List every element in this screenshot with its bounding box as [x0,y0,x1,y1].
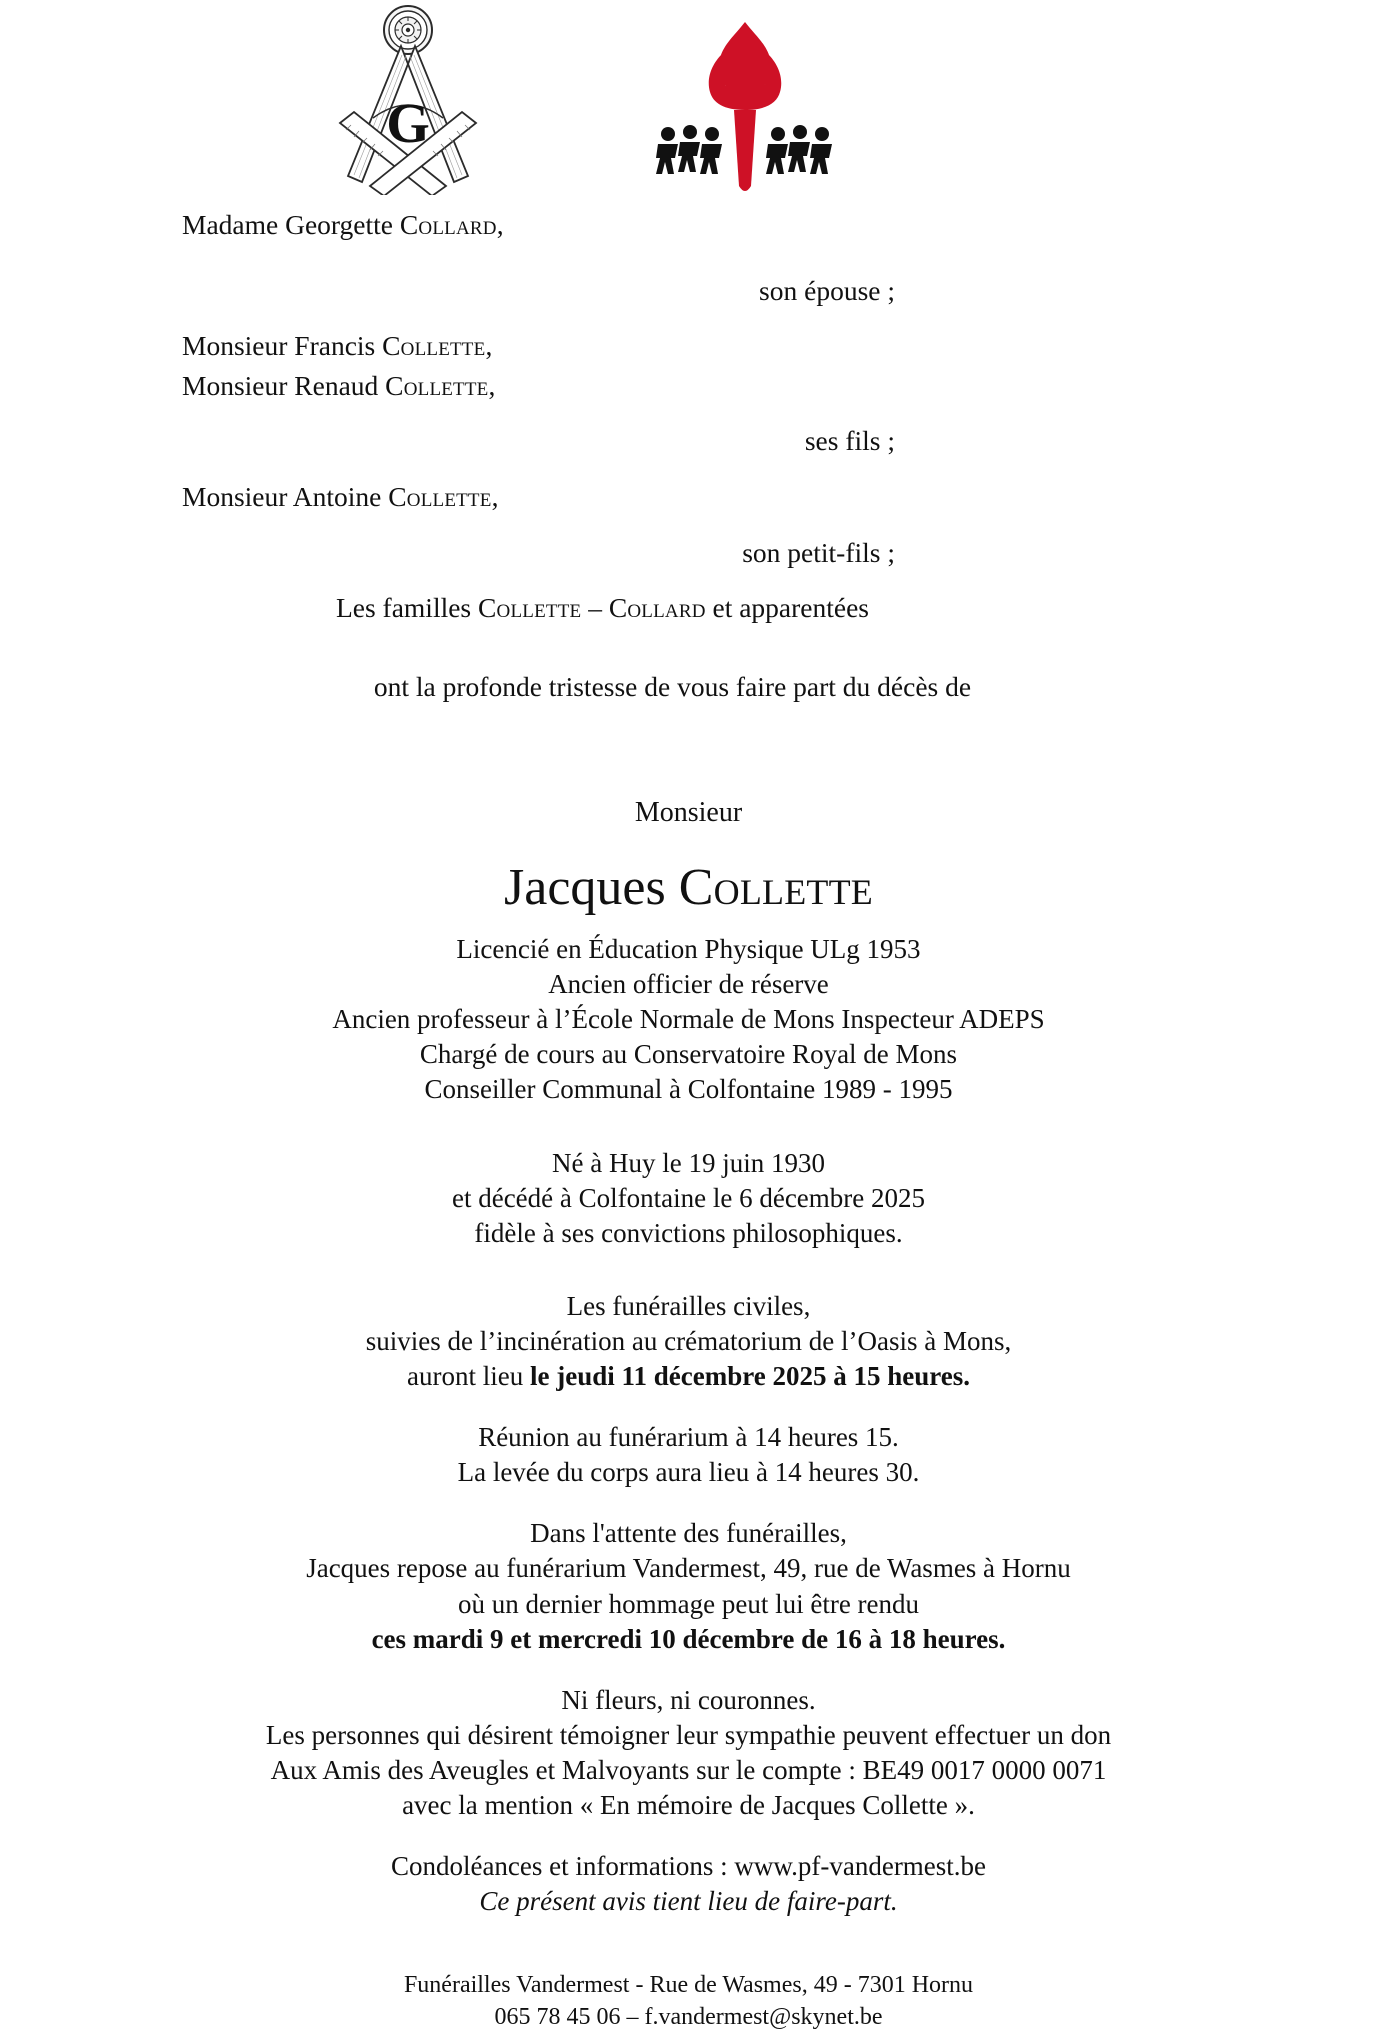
credential-line: Ancien officier de réserve [548,969,829,1000]
closing-block [0,1849,1377,1919]
red-torch-with-figures-icon [650,18,840,198]
birth-death-block [0,1146,1377,1251]
announcement-line: ont la profonde tristesse de vous faire part du décès de [373,671,972,703]
family-line-spouse [0,205,1315,245]
deceased-surname: Collette [678,858,873,916]
grandson-name-prefix: Monsieur Antoine [182,480,389,512]
families-suffix: et apparentées [705,592,870,624]
repose-block [0,1516,1377,1656]
families-line [0,588,1315,628]
credential-line: Ancien professeur à l’École Normale de Mons Inspecteur ADEPS [332,1004,1045,1035]
footer-block [0,1969,1377,2033]
deceased-block [0,797,1377,1251]
families-dash: – [581,592,609,624]
relation-grandson: son petit-fils ; [742,536,895,568]
donation-block [0,1683,1377,1823]
conviction-line: fidèle à ses convictions philosophiques. [474,1217,903,1248]
credential-line: Chargé de cours au Conservatoire Royal de Mons [419,1039,958,1070]
funeral-home-address: Funérailles Vandermest - Rue de Wasmes, 49 - 7301 Hornu [403,1972,974,1999]
son1-name-prefix: Monsieur Francis [182,330,383,362]
funeral-datetime-line [0,1359,1377,1394]
son1-surname: Collette [382,330,486,362]
grandson-surname: Collette [388,480,492,512]
family-line-son-2 [0,366,1315,406]
donation-intro-line: Les personnes qui désirent témoigner leur sympathie peuvent effectuer un don [265,1719,1112,1750]
funeral-home-contact: 065 78 45 06 – f.vandermest@skynet.be [494,2004,883,2031]
son2-suffix: , [488,369,496,401]
spouse-suffix: , [496,209,504,240]
relation-sons: ses fils ; [804,425,895,457]
deceased-name [0,857,1377,918]
son2-surname: Collette [385,369,489,401]
deceased-first-name: Jacques [504,858,679,916]
condolences-line: Condoléances et informations : www.pf-vandermest.be [390,1851,987,1882]
families-prefix: Les familles [335,592,479,624]
repose-address-line: Jacques repose au funérarium Vandermest, 49, rue de Wasmes à Hornu [306,1553,1071,1584]
repose-homage-line: où un dernier hommage peut lui être rendu [457,1588,920,1619]
credentials-block [0,932,1377,1107]
faire-part-notice: Ce présent avis tient lieu de faire-part. [479,1886,898,1917]
birth-line: Né à Huy le 19 juin 1930 [552,1147,825,1178]
visiting-hours-line [0,1622,1377,1657]
funeral-datetime-prefix: auront lieu [407,1361,530,1392]
cremation-line: suivies de l’incinération au crématorium de l’Oasis à Mons, [365,1325,1012,1356]
family-line-son-1 [0,326,1315,366]
funeral-details-block [0,1289,1377,1490]
son2-name-prefix: Monsieur Renaud [182,369,386,401]
emblem-row [0,0,1377,205]
reunion-line: Réunion au funérarium à 14 heures 15. [478,1422,899,1453]
repose-intro-line: Dans l'attente des funérailles, [530,1518,847,1549]
spouse-name-prefix: Madame Georgette [182,209,400,240]
grandson-suffix: , [491,480,499,512]
donation-account-line: Aux Amis des Aveugles et Malvoyants sur le compte : BE49 0017 0000 0071 [270,1754,1107,1785]
family-line-grandson [0,477,1315,517]
funeral-datetime-bold: le jeudi 11 décembre 2025 à 15 heures. [530,1361,970,1392]
donation-mention-line: avec la mention « En mémoire de Jacques Collette ». [402,1789,975,1820]
credential-line: Licencié en Éducation Physique ULg 1953 [456,934,921,965]
credential-line: Conseiller Communal à Colfontaine 1989 - 1995 [424,1074,953,1105]
death-line: et décédé à Colfontaine le 6 décembre 2025 [451,1182,926,1213]
masonic-square-compasses-icon [318,0,498,195]
levee-line: La levée du corps aura lieu à 14 heures 30. [457,1457,920,1488]
families-name-2: Collard [608,592,706,624]
no-flowers-line: Ni fleurs, ni couronnes. [561,1684,816,1715]
deceased-honorific: Monsieur [634,796,743,828]
spouse-surname: Collard [399,209,497,240]
funeral-type-line: Les funérailles civiles, [566,1290,811,1321]
svg-text:G: G [386,93,430,155]
son1-suffix: , [485,330,493,362]
family-block [0,205,1377,703]
families-name-1: Collette [478,592,582,624]
visiting-hours-bold: ces mardi 9 et mercredi 10 décembre de 16 à 18 heures. [371,1623,1006,1654]
relation-spouse: son épouse ; [759,274,895,306]
